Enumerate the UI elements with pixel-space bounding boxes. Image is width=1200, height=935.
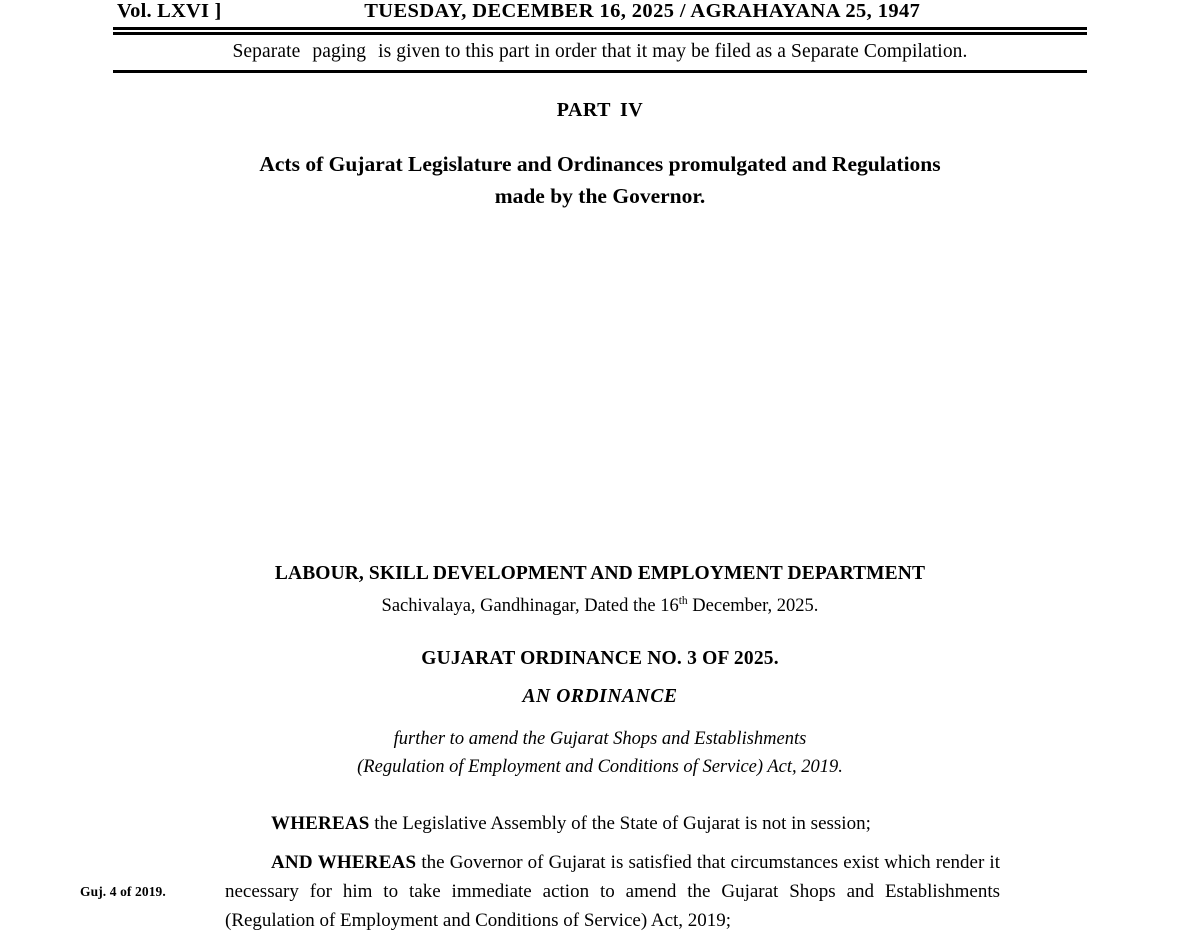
part-subtitle-line-1: Acts of Gujarat Legislature and Ordinances promulgated and Regulations bbox=[259, 152, 941, 176]
department-name: LABOUR, SKILL DEVELOPMENT AND EMPLOYMENT DEPARTMENT bbox=[274, 563, 926, 584]
part-heading-word: PART bbox=[556, 99, 612, 121]
ordinance-long-title-line-2: (Regulation of Employment and Conditions of Service) Act, 2019. bbox=[357, 757, 843, 777]
ordinance-kind: AN ORDINANCE bbox=[522, 686, 678, 707]
ordinance-long-title-line-1: further to amend the Gujarat Shops and Establishments bbox=[393, 729, 807, 749]
part-subtitle bbox=[190, 148, 1010, 212]
whereas-lead: WHEREAS bbox=[271, 813, 370, 834]
part-heading-numeral: IV bbox=[620, 99, 644, 121]
masthead bbox=[113, 0, 1087, 26]
department-address-prefix: Sachivalaya, Gandhinagar, Dated the 16 bbox=[381, 596, 679, 616]
and-whereas-text: the Governor of Gujarat is satisfied that circumstances exist which render it necessary for him to take immediate action to amend the Gujarat Shops and Establishments (Regulation of Employment and Conditions of Service) Act, 2019; bbox=[225, 852, 1000, 931]
masthead-line bbox=[113, 0, 1087, 26]
separate-paging-note bbox=[113, 41, 1087, 63]
preamble-paragraph-and-whereas bbox=[225, 848, 1000, 935]
separate-paging-word-1: Separate bbox=[232, 41, 301, 62]
part-subtitle-line-2: made by the Governor. bbox=[494, 184, 706, 208]
whereas-text: the Legislative Assembly of the State of Gujarat is not in session; bbox=[369, 813, 871, 834]
and-whereas-lead: AND WHEREAS bbox=[271, 852, 417, 873]
volume-label: Vol. LXVI ] bbox=[117, 0, 222, 22]
ordinance-long-title bbox=[200, 725, 1000, 781]
date-ordinal-suffix: th bbox=[678, 594, 688, 607]
marginal-note-act-citation: Guj. 4 of 2019. bbox=[80, 884, 166, 899]
ordinance-number: GUJARAT ORDINANCE NO. 3 OF 2025. bbox=[421, 648, 779, 669]
preamble-paragraph-whereas bbox=[225, 809, 1000, 838]
department-address-suffix: December, 2025. bbox=[687, 596, 819, 616]
separate-paging-rest: is given to this part in order that it may be filed as a Separate Compilation. bbox=[378, 41, 968, 62]
part-heading bbox=[0, 99, 1200, 122]
masthead-double-rule bbox=[113, 27, 1087, 35]
gazette-date-line: TUESDAY, DECEMBER 16, 2025 / AGRAHAYANA 25, 1947 bbox=[364, 0, 921, 22]
department-address bbox=[100, 596, 1100, 617]
separate-paging-word-2: paging bbox=[312, 41, 367, 62]
separate-paging-bottom-rule bbox=[113, 70, 1087, 73]
